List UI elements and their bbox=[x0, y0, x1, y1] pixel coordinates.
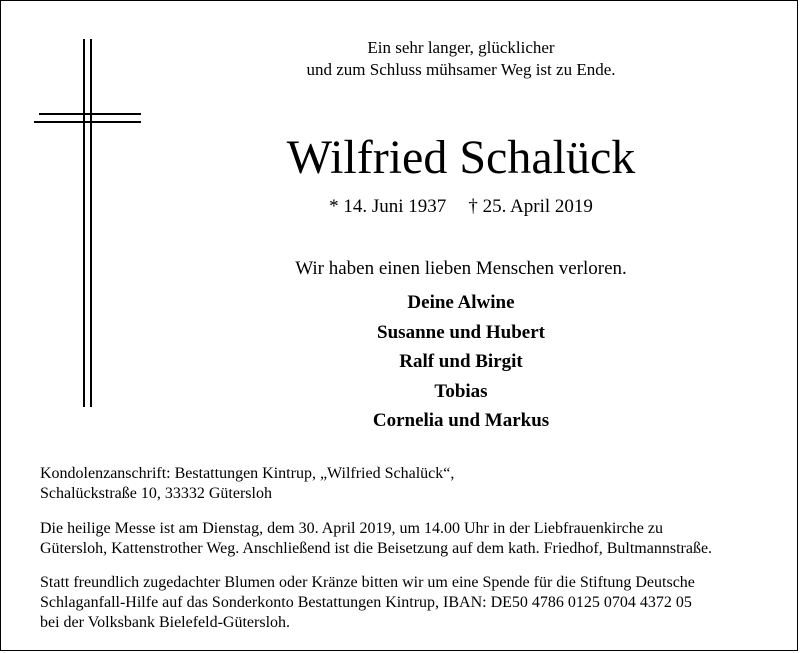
family-member: Deine Alwine bbox=[407, 292, 515, 313]
donation-line: Schlaganfall-Hilfe auf das Sonderkonto Bestattungen Kintrup, IBAN: DE50 4786 0125 0704 4372 05 bbox=[40, 594, 692, 611]
mass-line: Gütersloh, Kattenstrother Weg. Anschließend ist die Beisetzung auf dem kath. Friedhof, Bultmannstraße. bbox=[40, 540, 713, 557]
death-date: † 25. April 2019 bbox=[468, 196, 593, 217]
condolence-line: Kondolenzanschrift: Bestattungen Kintrup, „Wilfried Schalück“, bbox=[40, 465, 455, 482]
deceased-name: Wilfried Schalück bbox=[286, 131, 636, 184]
donation-line: Statt freundlich zugedachter Blumen oder Kränze bitten wir um eine Spende für die Stiftung Deutsche bbox=[40, 574, 695, 591]
donation-info bbox=[40, 573, 790, 633]
donation-line: bei der Volksbank Bielefeld-Gütersloh. bbox=[40, 614, 291, 631]
family-member: Ralf und Birgit bbox=[399, 351, 523, 372]
family-member: Cornelia und Markus bbox=[372, 410, 550, 431]
mourning-statement: Wir haben einen lieben Menschen verloren. bbox=[295, 258, 627, 279]
condolence-line: Schalückstraße 10, 33332 Gütersloh bbox=[40, 485, 272, 502]
opening-quote bbox=[261, 37, 661, 81]
mass-line: Die heilige Messe ist am Dienstag, dem 30. April 2019, um 14.00 Uhr in der Liebfrauenkirche zu bbox=[40, 520, 663, 537]
family-member: Tobias bbox=[434, 380, 488, 402]
funeral-mass-info bbox=[40, 519, 790, 559]
family-list bbox=[261, 288, 661, 436]
condolence-address bbox=[40, 464, 790, 504]
birth-date: * 14. Juni 1937 bbox=[329, 196, 447, 217]
quote-line: und zum Schluss mühsamer Weg ist zu Ende. bbox=[306, 60, 616, 79]
life-dates bbox=[211, 194, 711, 220]
family-member: Susanne und Hubert bbox=[377, 321, 545, 343]
quote-line: Ein sehr langer, glücklicher bbox=[367, 38, 555, 57]
